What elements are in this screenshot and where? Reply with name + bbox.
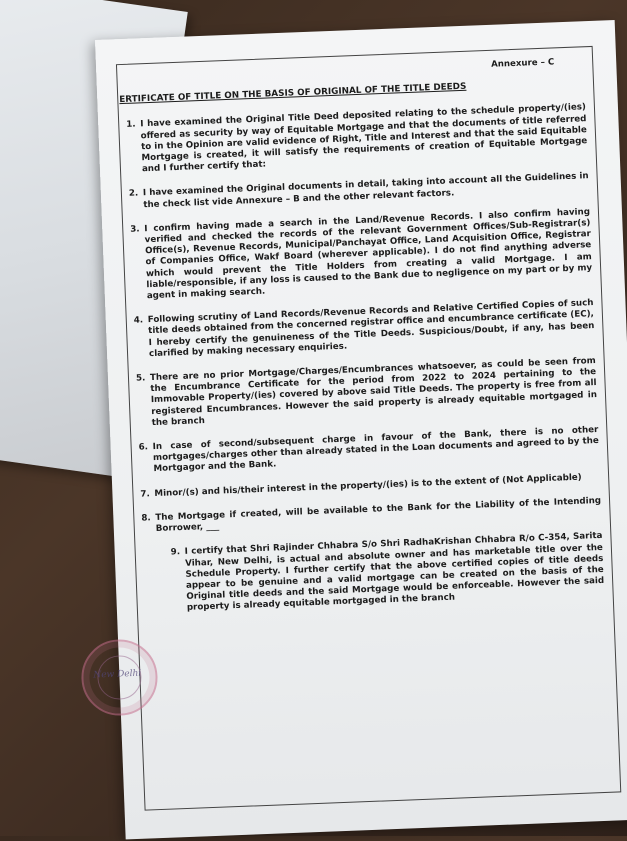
item-text: I have examined the Original documents in detail, taking into account all the Guidelines in the check list vide Annexure – B and the other relevant factors. [142, 171, 589, 210]
item-text: I confirm having made a search in the Land/Revenue Records. I also confirm having verified and checked the records of the relevant Government Offices/Sub-Registrar(s) Office(s), Revenue Records, Municipal/Panchayat Office, Land Acquisition Office, Registrar of Companies Office, Wakf Board (wherever applicable). I do not find anything adverse which would prevent the Title Holders from creating a valid Mortgage. I am liable/responsible, if any loss is caused to the Bank due to negligence on my part or by my agent in making search. [144, 206, 593, 302]
item-number: 2. [128, 188, 139, 200]
document-content [119, 56, 605, 629]
item-text: In case of second/subsequent charge in favour of the Bank, there is no other mortgages/charges other than already stated in the Loan documents and agreed to by the Mortgagor and the Bank. [152, 425, 599, 475]
list-item-6 [138, 425, 599, 476]
item-text: There are no prior Mortgage/Charges/Encumbrances whatsoever, as could be seen from the Encumbrance Certificate for the period from 2022 to 2024 pertaining to the Immovable Property/(ies) covered by above said Title Deeds. The property is free from all registered Encumbrances. However the said property is already equitable mortgaged in the branch [149, 356, 598, 428]
item-number: 8. [141, 513, 151, 524]
item-number: 3. [130, 224, 140, 235]
item-number: 7. [140, 488, 151, 500]
item-text: I have examined the Original Title Deed deposited relating to the schedule property/(ies) offered as security by way of Equitable Mortgage and that the documents of title referred to in the Opinion are valid evidence of Right, Title and Interest and that the said Equitable Mortgage is created, it will satisfy the requirements of creation of Equitable Mortgage and I further certify that: [140, 102, 588, 175]
item-number: 5. [135, 373, 146, 384]
seal-text: New Delhi [93, 668, 142, 681]
item-number: 4. [133, 315, 144, 326]
list-item-3 [130, 207, 593, 303]
item-number: 1. [126, 119, 136, 131]
list-item-1 [126, 103, 588, 177]
list-item-5 [136, 356, 598, 430]
annexure-label: Annexure – C [491, 57, 555, 70]
item-text: I certify that Shri Rajinder Chhabra S/o Shri RadhaKrishan Chhabra R/o C-354, Sarita Vihar, New Delhi, is actual and absolute owner and has marketable title over the Schedule Property. I further certify that the above certified copies of title deeds appear to be genuine and a valid mortgage can be created on the basis of the Original title deeds and the said Mortgage would be enforceable. However the said property is already equitable mortgaged in the branch [184, 531, 605, 614]
list-item-2 [129, 172, 590, 212]
item-number: 6. [138, 442, 149, 453]
list-item-9 [171, 531, 605, 615]
item-text: The Mortgage if created, will be available to the Bank for the Liability of the Intending Borrower, ___ [155, 495, 602, 535]
list-item-7 [140, 472, 600, 501]
document-title: ERTIFICATE OF TITLE ON THE BASIS OF ORIGINAL OF THE TITLE DEEDS [119, 81, 467, 106]
document-page [95, 20, 627, 839]
item-number: 9. [170, 547, 181, 558]
item-text: Minor/(s) and his/their interest in the property/(ies) is to the extent of (Not Applicable) [154, 472, 582, 499]
item-text: Following scrutiny of Land Records/Revenue Records and Relative Certified Copies of such title deeds obtained from the concerned registrar office and encumbrance certificate (EC), I hereby certify the genuineness of the Title Deeds. Suspicious/Doubt, if any, has been clarified by making necessary enquiries. [147, 298, 595, 360]
list-item-8 [141, 496, 602, 536]
list-item-4 [134, 298, 595, 360]
